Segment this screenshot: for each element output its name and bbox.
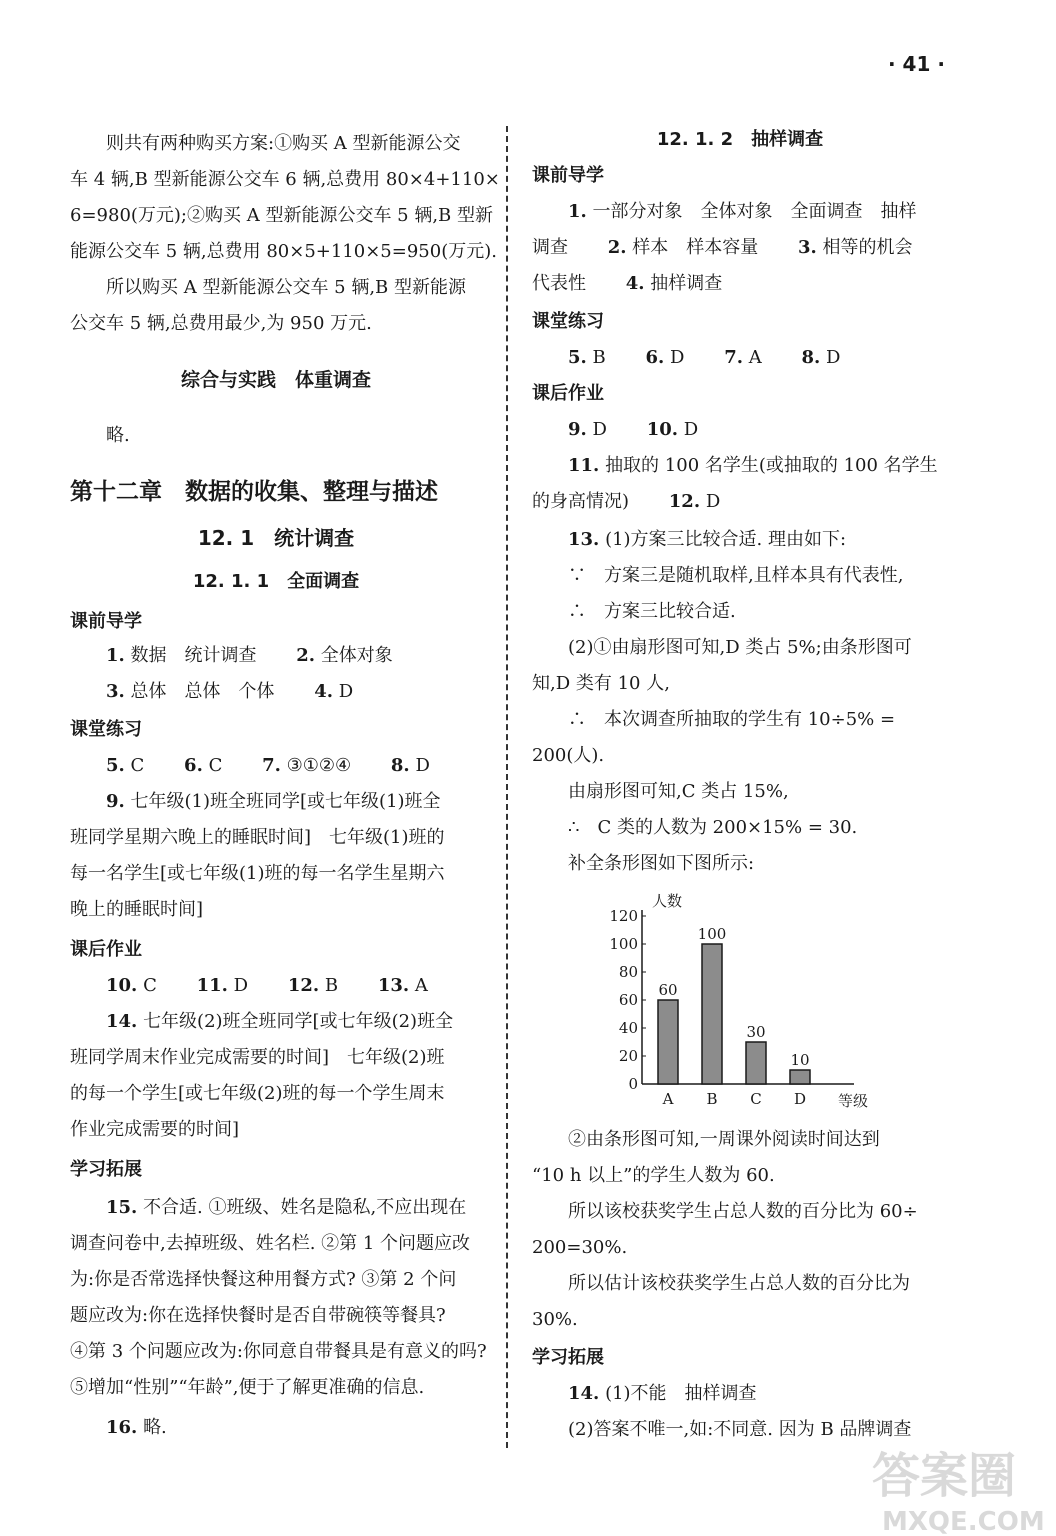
bar-value-label: 30 xyxy=(746,1023,766,1041)
y-tick-label: 80 xyxy=(618,963,638,981)
answer: 全体对象 xyxy=(320,645,393,666)
q-num: 1. xyxy=(568,201,587,222)
bar-chart xyxy=(602,886,874,1112)
bar xyxy=(702,944,722,1084)
chapter-title: 第十二章 数据的收集、整理与描述 xyxy=(70,479,438,505)
y-tick-label: 40 xyxy=(618,1019,638,1037)
bar-value-label: 60 xyxy=(658,981,678,999)
answer: D xyxy=(705,491,721,512)
subsection-title: 12. 1. 2 抽样调查 xyxy=(656,129,824,150)
answer-line xyxy=(532,1382,757,1406)
text-line: ∴ C 类的人数为 200×15% = 30. xyxy=(568,817,858,838)
answer: D xyxy=(233,975,249,996)
text-line: 由扇形图可知,C 类占 15%, xyxy=(568,781,789,802)
answer: 七年级(1)班全班同学[或七年级(1)班全 xyxy=(130,791,441,812)
bar-value-label: 10 xyxy=(790,1051,810,1069)
column-divider xyxy=(506,126,508,1448)
text-line: 公交车 5 辆,总费用最少,为 950 万元. xyxy=(70,313,372,334)
answer: 不合适. ①班级、姓名是隐私,不应出现在 xyxy=(143,1197,467,1218)
text-line: 所以购买 A 型新能源公交车 5 辆,B 型新能源 xyxy=(106,277,467,298)
answer-line xyxy=(532,418,732,442)
text-line: ∴ 方案三比较合适. xyxy=(568,601,736,622)
answer: 七年级(2)班全班同学[或七年级(2)班全 xyxy=(143,1011,454,1032)
q-num: 6. xyxy=(184,755,203,776)
text-line: 的每一个学生[或七年级(2)班的每一个学生周末 xyxy=(70,1083,445,1104)
answer: 总体 总体 个体 xyxy=(130,681,275,702)
text-line: 晚上的睡眠时间] xyxy=(70,899,204,920)
answer: C xyxy=(143,975,157,996)
q-num: 3. xyxy=(106,681,125,702)
answer: (1)不能 抽样调查 xyxy=(605,1383,757,1404)
answer: 数据 统计调查 xyxy=(130,645,257,666)
y-tick-label: 120 xyxy=(609,907,638,925)
text-line: 所以估计该校获奖学生占总人数的百分比为 xyxy=(568,1273,910,1294)
q-num: 5. xyxy=(568,347,587,368)
answer-line xyxy=(70,754,464,778)
answer: 略. xyxy=(143,1417,167,1438)
q-num: 2. xyxy=(607,237,627,258)
x-tick-label: D xyxy=(793,1090,807,1108)
answer: 代表性 xyxy=(532,273,586,294)
answer-line xyxy=(532,200,917,224)
answer: 的身高情况) xyxy=(532,491,630,512)
answer-line xyxy=(70,790,441,814)
q-num: 12. xyxy=(668,491,701,512)
answer: C xyxy=(130,755,145,776)
answer-line xyxy=(532,490,754,514)
q-num: 10. xyxy=(646,419,679,440)
q-num: 4. xyxy=(314,681,334,702)
answer-line xyxy=(70,644,427,668)
section-title: 12. 1 统计调查 xyxy=(197,526,355,550)
q-num: 1. xyxy=(106,645,125,666)
answer-line xyxy=(70,974,462,998)
answer: A xyxy=(414,975,428,996)
practice-title: 综合与实践 体重调查 xyxy=(180,369,371,391)
y-axis-label: 人数 xyxy=(652,892,683,910)
text-line: 为:你是否常选择快餐这种用餐方式? ③第 2 个问 xyxy=(70,1269,457,1290)
bar xyxy=(790,1070,810,1084)
bar-value-label: 100 xyxy=(697,925,727,943)
x-axis-label: 等级 xyxy=(838,1092,869,1110)
q-num: 9. xyxy=(568,419,587,440)
q-num: 10. xyxy=(106,975,138,996)
answer: D xyxy=(338,681,354,702)
y-tick-label: 100 xyxy=(609,935,638,953)
watermark-sub: MXQE.COM xyxy=(882,1507,1045,1536)
answer: (1)方案三比较合适. 理由如下: xyxy=(605,529,847,550)
answer: B xyxy=(324,975,339,996)
text-line: 200(人). xyxy=(532,745,605,766)
text-line: ④第 3 个问题应改为:你同意自带餐具是有意义的吗? xyxy=(70,1341,487,1362)
text-line: 班同学周末作业完成需要的时间] 七年级(2)班 xyxy=(70,1047,445,1068)
answer: D xyxy=(683,419,699,440)
q-num: 2. xyxy=(296,645,316,666)
q-num: 16. xyxy=(106,1417,138,1438)
answer-line xyxy=(532,454,938,478)
y-tick-label: 0 xyxy=(628,1075,638,1093)
q-num: 3. xyxy=(798,237,817,258)
answer-line xyxy=(532,528,846,552)
answer-line xyxy=(70,1010,453,1034)
answer: 相等的机会 xyxy=(822,237,913,258)
text-line: 调查问卷中,去掉班级、姓名栏. ②第 1 个问题应改 xyxy=(70,1233,471,1254)
text-line: 每一名学生[或七年级(1)班的每一名学生星期六 xyxy=(70,863,445,884)
q-num: 13. xyxy=(377,975,410,996)
q-num: 9. xyxy=(106,791,125,812)
answer: 一部分对象 全体对象 全面调查 抽样 xyxy=(592,201,917,222)
answer-line xyxy=(70,680,387,704)
answer: B xyxy=(592,347,606,368)
answer: D xyxy=(826,347,841,368)
text-line: 则共有两种购买方案:①购买 A 型新能源公交 xyxy=(106,133,461,154)
text-line: 能源公交车 5 辆,总费用 80×5+110×5=950(万元). xyxy=(70,241,497,262)
answer: ③①②④ xyxy=(286,755,352,776)
y-tick-label: 20 xyxy=(618,1047,638,1065)
text-line: 6=980(万元);②购买 A 型新能源公交车 5 辆,B 型新 xyxy=(70,205,494,226)
q-num: 8. xyxy=(801,347,821,368)
text-line: 30%. xyxy=(532,1309,578,1330)
q-num: 8. xyxy=(390,755,410,776)
text-line: 作业完成需要的时间] xyxy=(70,1119,240,1140)
text-line: “10 h 以上”的学生人数为 60. xyxy=(532,1165,775,1186)
heading-extension: 学习拓展 xyxy=(70,1159,142,1180)
text-line: 200=30%. xyxy=(532,1237,628,1258)
q-num: 14. xyxy=(106,1011,138,1032)
q-num: 15. xyxy=(106,1197,138,1218)
text-line: ∴ 本次调查所抽取的学生有 10÷5% = xyxy=(568,709,896,730)
q-num: 12. xyxy=(287,975,320,996)
q-num: 6. xyxy=(645,347,665,368)
text-line: 补全条形图如下图所示: xyxy=(568,853,755,874)
subsection-title: 12. 1. 1 全面调查 xyxy=(192,571,360,592)
x-tick-label: B xyxy=(706,1090,718,1108)
practice-answer: 略. xyxy=(106,425,130,446)
q-num: 14. xyxy=(568,1383,600,1404)
answer: 调查 xyxy=(532,237,568,258)
answer: D xyxy=(592,419,607,440)
answer-line xyxy=(70,1196,466,1220)
text-line: 题应改为:你在选择快餐时是否自带碗筷等餐具? xyxy=(70,1305,446,1326)
q-num: 11. xyxy=(568,455,600,476)
page-number: · 41 · xyxy=(888,52,945,76)
text-line: ⑤增加“性别”“年龄”,便于了解更准确的信息. xyxy=(70,1377,425,1398)
q-num: 13. xyxy=(568,529,600,550)
y-tick-label: 60 xyxy=(618,991,638,1009)
watermark-main: 答案圈 xyxy=(872,1448,1017,1504)
watermark-logo xyxy=(862,1432,1052,1536)
text-line: (2)①由扇形图可知,D 类占 5%;由条形图可 xyxy=(568,637,912,658)
answer: A xyxy=(748,347,762,368)
answer: D xyxy=(415,755,430,776)
answer: 样本 样本容量 xyxy=(632,237,759,258)
text-line: (2)答案不唯一,如:不同意. 因为 B 品牌调查 xyxy=(568,1419,912,1440)
heading-extension: 学习拓展 xyxy=(532,1347,604,1368)
answer: 抽样调查 xyxy=(650,273,723,294)
answer-line xyxy=(532,346,874,370)
q-num: 4. xyxy=(625,273,645,294)
q-num: 11. xyxy=(196,975,228,996)
answer: D xyxy=(670,347,685,368)
text-line: 所以该校获奖学生占总人数的百分比为 60÷ xyxy=(568,1201,918,1222)
text-line: 班同学星期六晚上的睡眠时间] 七年级(1)班的 xyxy=(70,827,445,848)
answer-line xyxy=(70,1416,167,1440)
heading-homework: 课后作业 xyxy=(532,383,604,404)
bar xyxy=(746,1042,766,1084)
heading-class-practice: 课堂练习 xyxy=(532,311,604,332)
q-num: 5. xyxy=(106,755,125,776)
answer: C xyxy=(208,755,223,776)
bar xyxy=(658,1000,678,1084)
answer-line xyxy=(532,272,756,296)
x-tick-label: A xyxy=(662,1090,674,1108)
q-num: 7. xyxy=(262,755,281,776)
text-line: 知,D 类有 10 人, xyxy=(532,673,670,694)
q-num: 7. xyxy=(724,347,743,368)
heading-pre-study: 课前导学 xyxy=(532,165,604,186)
heading-homework: 课后作业 xyxy=(70,939,142,960)
answer-line xyxy=(532,236,947,260)
heading-pre-study: 课前导学 xyxy=(70,611,142,632)
answer: 抽取的 100 名学生(或抽取的 100 名学生 xyxy=(605,455,938,476)
text-line: ②由条形图可知,一周课外阅读时间达到 xyxy=(568,1129,880,1150)
text-line: ∵ 方案三是随机取样,且样本具有代表性, xyxy=(568,565,904,586)
text-line: 车 4 辆,B 型新能源公交车 6 辆,总费用 80×4+110× xyxy=(70,169,500,190)
heading-class-practice: 课堂练习 xyxy=(70,719,142,740)
x-tick-label: C xyxy=(750,1090,762,1108)
